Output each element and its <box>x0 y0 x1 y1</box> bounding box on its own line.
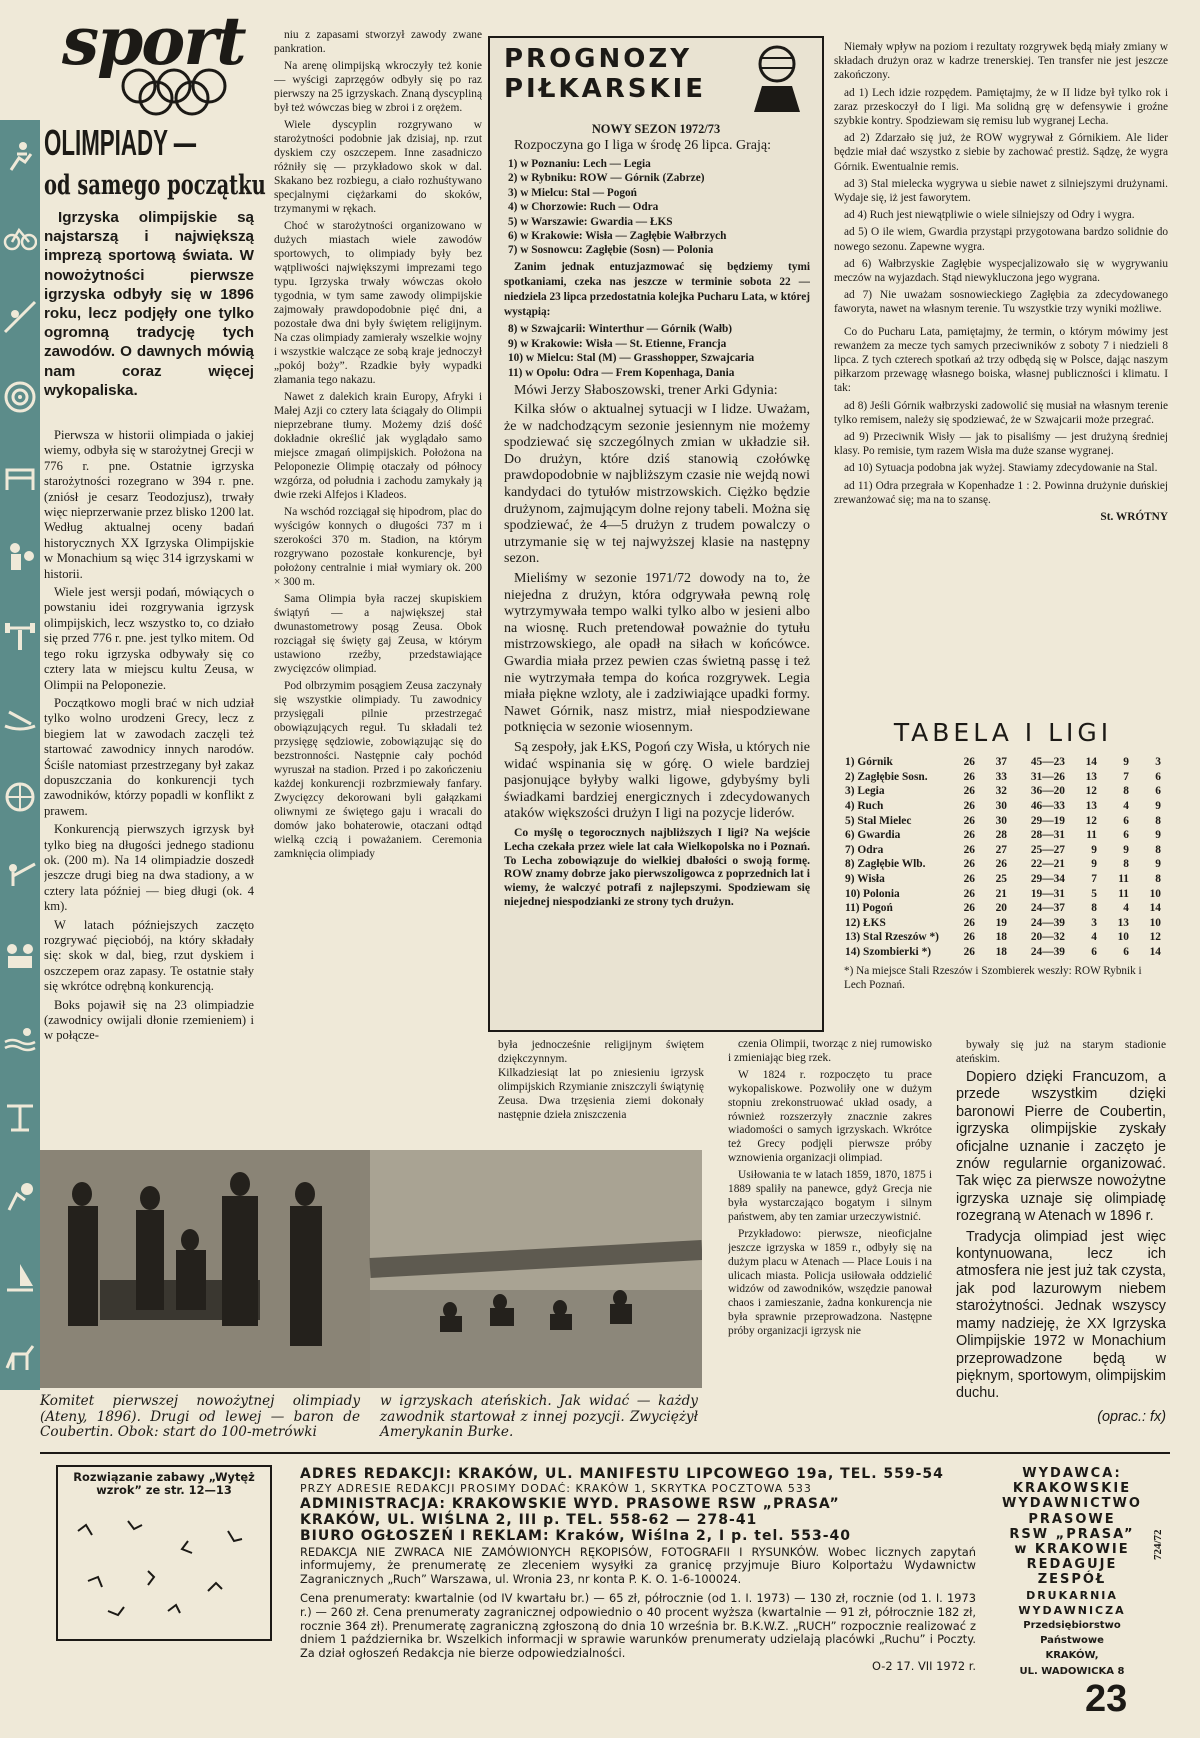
stat-cell: 30 <box>995 800 1007 813</box>
article-column-2 <box>274 28 482 1054</box>
analysis-paragraph: ad 10) Sytuacja podobna jak wyżej. Stawiamy zdecydowanie na Stal. <box>844 462 1158 475</box>
col4-paragraph: Przykładowo: pierwsze, nieoficjalne jeszcze igrzyska w 1859 r., odbyły się na dużym placu w Atenach — Place Louis i na ulicach miasta. Policja usiłowała oddzielić widzów od zawodników, wszędzie panował chaos i zamieszanie, żadna konkurencja nie była sprawnie przeprowadzona. Następne próby organizacji igrzysk nie <box>728 1227 932 1338</box>
puzzle-title: Rozwiązanie zabawy „Wytęż wzrok” ze str. 12—13 <box>73 1470 255 1497</box>
bicycle-icon <box>3 220 37 254</box>
analysis-paragraph: Co do Pucharu Lata, pamiętajmy, że termin, o którym mówimy jest rewanżem za mecze tych samych przeciwników z soboty 7 i niedzieli 8 lipca. Z tych czterech spotkań aż trzy odbędą się w Polsce, dając naszym piłkarzom przewagę własnego boiska, własnej publiczności i klimatu. I tak: <box>834 325 1168 395</box>
stat-cell: 25—27 <box>1030 843 1065 856</box>
stat-cell: 46—33 <box>1030 800 1065 813</box>
table-title: TABELA I LIGI <box>893 718 1113 747</box>
fixture-item: 5) w Warszawie: Gwardia — ŁKS <box>508 215 673 228</box>
stat-cell: 8 <box>1155 873 1161 886</box>
footballer-icon <box>748 44 806 114</box>
col1-paragraph: Pierwsza w historii olimpiada o jakiej wiemy, odbyła się w starożytnej Grecji w 776 r. pne. Ostatnie igrzyska starożytności rozegrano w 394 r. pne. (zniósł je cesarz Teodozjusz), trwały więc nieprzerwanie przez blisko 1200 lat. Według aktualnej oceny badań historycznych XX Igrzyska Olimpijskie w Monachium są więc 314 igrzyskami w historii. <box>44 428 254 581</box>
section-word: sport <box>62 2 245 80</box>
col3-text: była jednocześnie religijnym świętem dziękczynnym. Kilkadziesiąt lat po zniesieniu igrzysk olimpijskich Rzymianie zniszczyli świątynię Zeusa. Dwa trzęsienia ziemi dokonały następnie dzieła zniszczenia <box>498 1039 704 1121</box>
col1-paragraph: Początkowo mogli brać w nich udział tylko wolno urodzeni Grecy, lecz z biegiem lat w zawodach zaczęli też startować zawodnicy innych narodów. Ściśle natomiast przestrzegany był zakaz dopuszczania do konkurencji tych zawodników, którzy popadli w konflikt z prawem. <box>44 695 254 818</box>
stat-cell: 3 <box>1091 916 1097 929</box>
cup-intro: Zanim jednak entuzjazmować się będziemy tymi spotkaniami, czeka nas jeszcze w terminie sobota 22 — niedziela 23 lipca przedostatnia kolejka Pucharu Lata, w której wystąpią: <box>504 260 810 318</box>
boxer-icon <box>3 540 37 574</box>
publisher-block <box>998 1466 1146 1679</box>
stat-cell: 21 <box>995 887 1007 900</box>
team-name-cell: 10) Polonia <box>845 887 900 900</box>
stat-cell: 13 <box>1117 916 1129 929</box>
stat-cell: 22—21 <box>1030 858 1065 871</box>
stat-cell: 24—39 <box>1030 916 1065 929</box>
stat-cell: 6 <box>1155 770 1161 783</box>
analysis-paragraph: ad 5) O ile wiem, Gwardia przystąpi przygotowana bardzo solidnie do nowego sezonu. Zapewne wygra. <box>834 226 1168 253</box>
stat-cell: 9 <box>1091 843 1097 856</box>
address-line: ADRES REDAKCJI: KRAKÓW, UL. MANIFESTU LIPCOWEGO 19a, TEL. 559-54 <box>300 1466 944 1482</box>
fencer-icon <box>3 860 37 894</box>
stat-cell: 5 <box>1091 887 1097 900</box>
editorial-info <box>300 1466 976 1674</box>
stat-cell: 9 <box>1155 858 1161 871</box>
team-name-cell: 3) Legia <box>845 785 885 798</box>
analysis-paragraph: ad 11) Odra przegrała w Kopenhadze 1 : 2. Powinna drużynie duńskiej zrewanżować się; ma na to szansę. <box>834 479 1168 506</box>
cup-fixture-item: 11) w Opolu: Odra — Frem Kopenhaga, Dania <box>508 366 735 379</box>
stat-cell: 33 <box>995 770 1007 783</box>
lead-text: Igrzyska olimpijskie są najstarszą i największą imprezą sportową świata. W nowożytności pierwsze igrzyska odbyły się w 1896 roku, lecz podjęły one tylko ogromną tradycję tych zawodów. O dawnych mówią nam coraz więcej wykopaliska. <box>44 209 254 399</box>
col2-paragraph: Na wschód rozciągał się hipodrom, plac do wyścigów konnych o długości 737 m i szerokości 370 m. Stadion, na którym rozgrywano pozostałe konkurencje, był położony centralnie i miał wymiary ok. 200 × 300 m. <box>274 506 482 588</box>
table-row <box>844 901 1162 916</box>
table-row <box>844 784 1162 799</box>
coach-intro: Mówi Jerzy Słaboszowski, trener Arki Gdynia: <box>514 383 778 399</box>
article-title: OLIMPIADY — <box>44 122 197 163</box>
publisher-line: WYDAWNICTWO <box>1002 1496 1142 1512</box>
stat-cell: 26 <box>963 829 975 842</box>
shot-put-icon <box>3 1180 37 1214</box>
table-row <box>844 828 1162 843</box>
season-heading: NOWY SEZON 1972/73 <box>591 122 721 136</box>
stat-cell: 19—31 <box>1030 887 1065 900</box>
analysis-paragraph: Niemały wpływ na poziom i rezultaty rozgrywek będą miały zmiany w składach drużyn oraz w kadrze trenerskiej. Ten transfer nie jest jeszcze zakończony. <box>834 41 1168 82</box>
table-row <box>844 930 1162 945</box>
analysis-paragraph: ad 4) Ruch jest niewątpliwie o wiele silniejszy od Odry i wygra. <box>844 209 1135 222</box>
publisher-line: UL. WADOWICKA 8 <box>1019 1665 1125 1677</box>
stat-cell: 19 <box>995 916 1007 929</box>
analysis-paragraph: ad 8) Jeśli Górnik wałbrzyski zadowolić się musiał na własnym terenie tylko remisem, należy się spodziewać, że w Szwajcarii może przegrać. <box>834 399 1168 426</box>
runner-icon <box>3 140 37 174</box>
coach-paragraph: Kilka słów o aktualnej sytuacji w I lidze. Uważam, że w nadchodzącym sezonie jesiennym nie możemy spodziewać się szczególnych zmian w układzie sił. Do drużyn, które dziś stanowią czołówkę prawdopodobnie w najbliższym czasie nie wejdą nowi kandydaci do tytułów mistrzowskich. Ciężko będzie drużynom, zajmującym dolne rejony tabeli. Można się spodziewać, że 4—5 drużyn z trudem powalczy o utrzymanie się w tej najwyższej klasie na następny sezon. <box>504 402 810 567</box>
table-row <box>844 857 1162 872</box>
analysis-paragraph: ad 2) Zdarzało się już, że ROW wygrywał z Górnikiem. Ale lider będzie miał dać wszystko z siebie by zachować prestiż. Sądzę, że wygra Górnik. Ewentualnie remis. <box>834 132 1168 173</box>
stat-cell: 8 <box>1123 858 1129 871</box>
fixture-item: 1) w Poznaniu: Lech — Legia <box>508 158 651 170</box>
equestrian-icon <box>3 1340 37 1374</box>
stat-cell: 26 <box>963 902 975 915</box>
stat-cell: 25 <box>995 873 1007 886</box>
photo-illustration <box>40 1150 702 1388</box>
analysis-paragraph: ad 7) Nie uważam sosnowieckiego Zagłębia za zdecydowanego faworyta, nawet na własnym terenie. Tu wszystkie trzy wyniki możliwe. <box>834 289 1168 316</box>
league-fixtures <box>508 157 810 258</box>
stat-cell: 20 <box>995 902 1007 915</box>
stat-cell: 8 <box>1155 843 1161 856</box>
article-subtitle: od samego początku <box>44 170 266 201</box>
analysis-paragraph: ad 1) Lech idzie rozpędem. Pamiętajmy, że w II lidze był tylko rok i zaraz przeskoczył do I ligi. Ma solidną grę w defensywie i groźne szybkie kontry. Spodziewam się remisu lub wygranej Lecha. <box>834 86 1168 128</box>
analysis-paragraph: ad 9) Przeciwnik Wisły — jak to pisaliśmy — jest drużyną średniej klasy. Po remisie, tym razem Wisła ma duże szanse wygranej. <box>834 431 1168 458</box>
col2-paragraph: Nawet z dalekich krain Europy, Afryki i Małej Azji co cztery lata ściągały do Olimpii nieprzebrane tłumy. Możemy dziś dość dokładnie określić jak wyglądało samo miejsce zmagań olimpijskich. Położona na Peloponezie Olimpię otaczały od północy wzgórza, od południa i zachodu zamykały ją dwie rzeki Alfejos i Kladeos. <box>274 391 482 501</box>
publisher-line: DRUKARNIA <box>1026 1588 1118 1602</box>
stat-cell: 14 <box>1149 946 1161 959</box>
stat-cell: 26 <box>963 814 975 827</box>
stat-cell: 6 <box>1123 829 1129 842</box>
rower-icon <box>3 700 37 734</box>
address-line: ADMINISTRACJA: KRAKOWSKIE WYD. PRASOWE RSW „PRASA” <box>300 1495 840 1512</box>
stat-cell: 20—32 <box>1030 931 1065 944</box>
stat-cell: 11 <box>1086 829 1097 842</box>
coach-paragraph: Mieliśmy w sezonie 1971/72 dowody na to, że niejedna z drużyn, która odgrywała pewną rolę wytrzymywała tempo walki tylko albo w jesieni albo na wiosnę. Ruch pretendował poważnie do tytułu mistrzowskiego, ale opadł na siłach w końcówce. Gwardia miała przez pewien czas świetną passę i też nie wytrzymała tempa do końca rozgrywek. Legia miała piękne wzloty, ale i zadziwiające upadki formy. Nawet Górnik, nasz mistrz, miał niespodziewane potknięcia w sezonie wiosennym. <box>504 571 810 736</box>
stat-cell: 13 <box>1085 770 1097 783</box>
section-masthead <box>44 2 244 122</box>
print-code: O-2 17. VII 1972 r. <box>872 1659 976 1674</box>
team-name-cell: 7) Odra <box>845 843 884 856</box>
stat-cell: 26 <box>963 800 975 813</box>
historic-photo <box>40 1150 702 1388</box>
stat-cell: 26 <box>963 770 975 783</box>
table-row <box>844 755 1162 770</box>
prognozy-analysis <box>834 40 1168 708</box>
editorial-notes: REDAKCJA NIE ZWRACA NIE ZAMÓWIONYCH RĘKOPISÓW, FOTOGRAFII I RYSUNKÓW. Wobec licznych zapytań informujemy, że prenumeratę ze zleceniem wysyłki za granicę przyjmuje Biuro Kolportażu Wydawnictw Zagranicznych „Ruch” Warszawa, ul. Wronia 23, nr konta P. K. O. 1-6-100024. <box>300 1544 976 1586</box>
stat-cell: 26 <box>963 931 975 944</box>
table-row <box>844 799 1162 814</box>
analysis-paragraph: ad 6) Wałbrzyskie Zagłębie wyspecjalizowało się w wygrywaniu meczów na wyjazdach. Stąd niewykluczona jego wygrana. <box>834 257 1168 285</box>
hurdles-icon <box>3 460 37 494</box>
stat-cell: 26 <box>995 858 1007 871</box>
table-row <box>844 843 1162 858</box>
stat-cell: 30 <box>995 814 1007 827</box>
stat-cell: 12 <box>1085 785 1097 798</box>
coach-paragraph: Są zespoły, jak ŁKS, Pogoń czy Wisła, u których nie widać wspinania się w górę. O wiele bardziej pasjonujące byłyby walki ligowe, gdybyśmy byli świadkami bardziej energicznych i zdecydowanych ataków większości drużyn I ligi na pozycje liderów. <box>504 739 810 822</box>
weightlifter-icon <box>3 620 37 654</box>
team-name-cell: 6) Gwardia <box>845 829 901 842</box>
team-name-cell: 8) Zagłębie Wlb. <box>845 858 926 871</box>
stat-cell: 36—20 <box>1030 785 1065 798</box>
stat-cell: 26 <box>963 873 975 886</box>
address-line: PRZY ADRESIE REDAKCJI PROSIMY DODAĆ: KRAKÓW 1, SKRYTKA POCZTOWA 533 <box>300 1482 812 1495</box>
stat-cell: 9 <box>1123 756 1129 769</box>
stat-cell: 8 <box>1123 785 1129 798</box>
table-row <box>844 886 1162 901</box>
publisher-line: WYDAWCA: <box>1022 1466 1122 1481</box>
stat-cell: 26 <box>963 858 975 871</box>
puzzle-solution-box <box>56 1465 272 1641</box>
col1-paragraph: Wiele jest wersji podań, mówiących o powstaniu idei rozgrywania igrzysk olimpijskich, lecz wszystko to, co działo się przed 776 r. pne. jest tylko mitem. Od tego roku igrzyska odbywały się co cztery lata w miejscu kultu Zeusa, w Olimpii na Peloponezie. <box>44 585 254 692</box>
fixture-item: 7) w Sosnowcu: Zagłębie (Sosn) — Polonia <box>508 244 714 257</box>
puzzle-figures-icon <box>58 1501 266 1631</box>
stat-cell: 6 <box>1123 946 1129 959</box>
prognozy-intro: Rozpoczyna go I liga w środę 26 lipca. Grają: <box>514 138 771 153</box>
stat-cell: 29—34 <box>1030 873 1065 886</box>
publisher-line: KRAKOWSKIE <box>1012 1481 1132 1497</box>
stat-cell: 14 <box>1085 756 1097 769</box>
team-name-cell: 13) Stal Rzeszów *) <box>845 931 939 944</box>
subscription-prices: Cena prenumeraty: kwartalnie (od IV kwartału br.) — 65 zł, półrocznie (od 1. I. 1973) — 130 zł, rocznie (od 1. I. 1973 r.) — 260 zł. Cena prenumeraty zagranicznej odpowiednio o 40 procent wyższa (kwartalnie — 91 zł, półrocznie 182 zł, rocznie 364 zł). Prenumeratę zagraniczną zgłoszoną do dnia 10 września br. B.K.W.Z. „RUCH” rozpocznie realizować z dniem 1 października br. Wszelkich informacji w sprawie warunków prenumeraty udzielają placówki „Ruchu” i Poczty. Za dział ogłoszeń Redakcja nie bierze odpowiedzialności. <box>300 1591 976 1660</box>
footer-divider <box>40 1452 1170 1454</box>
stat-cell: 26 <box>963 756 975 769</box>
stat-cell: 9 <box>1091 858 1097 871</box>
fixture-item: 3) w Mielcu: Stal — Pogoń <box>508 186 637 199</box>
table-note: *) Na miejsce Stali Rzeszów i Szombierek weszły: ROW Rybnik i Lech Poznań. <box>844 965 1142 991</box>
publisher-line: w KRAKOWIE <box>1014 1542 1130 1558</box>
article-column-1 <box>44 428 254 1053</box>
stat-cell: 11 <box>1118 873 1129 886</box>
stat-cell: 45—23 <box>1030 756 1065 769</box>
cup-fixture-item: 10) w Mielcu: Stal (M) — Grasshopper, Szwajcaria <box>508 352 755 365</box>
prognozy-heading <box>504 44 706 104</box>
stat-cell: 4 <box>1091 931 1097 944</box>
table-row <box>844 916 1162 931</box>
sport-icons-sidebar <box>0 120 40 1390</box>
team-name-cell: 1) Górnik <box>845 756 893 769</box>
coach-paragraph: Co myślę o tegorocznych najbliższych I ligi? Na wejście Lecha czekała przez wiele lat cała Wielkopolska no i Poznań. To Lecha zobowiązuje do wielkiej dbałości o swoją formę. ROW znamy dobrze jako pierwszoligowca z poprzednich lat i wiemy, że walczyć potrafi z najlepszymi. Spodziewam się niejednej niespodzianki ze strony tych drużyn. <box>504 825 810 908</box>
stat-cell: 13 <box>1085 800 1097 813</box>
publisher-line: RSW „PRASA” <box>1009 1526 1135 1542</box>
col4-paragraph: W 1824 r. rozpoczęto tu prace wykopaliskowe. Pozwoliły one w dużym stopniu zrekonstruować układ osady, a również rozszerzyły znacznie zakres wiadomości o samych igrzyskach. Wkrótce też Grecy podjęli pierwsze próby wznowienia organizacji olimpiad. <box>728 1068 932 1165</box>
col1-paragraph: W latach późniejszych zaczęto rozgrywać pięciobój, na który składały się: skok w dal, bieg, rzut dyskiem i oszczepem oraz zapasy. Te ostatnie stały się wkrótce odrębną konkurencją. <box>44 917 254 994</box>
olympic-rings-icon <box>114 66 264 116</box>
article-lead <box>44 208 254 400</box>
stat-cell: 31—26 <box>1030 770 1065 783</box>
fixture-item: 4) w Chorzowie: Ruch — Odra <box>508 201 659 214</box>
stat-cell: 18 <box>995 946 1007 959</box>
stat-cell: 26 <box>963 843 975 856</box>
stat-cell: 4 <box>1123 902 1129 915</box>
publisher-line: ZESPÓŁ <box>1037 1572 1107 1588</box>
stat-cell: 28 <box>995 829 1007 842</box>
stat-cell: 12 <box>1149 931 1161 944</box>
stat-cell: 6 <box>1155 785 1161 798</box>
col2-paragraph: Wiele dyscyplin rozgrywano w starożytności podobnie jak dzisiaj, np. rzut dyskiem czy oszczepem. Inne zasadniczo różniły się — przykładowo skok w dal. Skakano bez rozbiegu, a ciało rozhuśtywano specjalnymi ciężarkami do skoków, trzymanymi w rękach. <box>274 119 482 215</box>
analysis-paragraph: ad 3) Stal mielecka wygrywa u siebie nawet z silniejszymi drużynami. Wydaje się, iż jest faworytem. <box>834 177 1168 205</box>
table-row <box>844 945 1162 960</box>
photo-caption-left: Komitet pierwszej nowożytnej olimpiady (Ateny, 1896). Drugi od lewej — baron de Coubertin. Obok: start do 100-metrówki <box>40 1393 360 1441</box>
stat-cell: 3 <box>1155 756 1161 769</box>
author-signature: St. WRÓTNY <box>1100 511 1168 524</box>
page-number: 23 <box>1085 1678 1128 1720</box>
col4-paragraph: Usiłowania te w latach 1859, 1870, 1875 i 1889 spaliły na panewce, gdyż Grecja nie była wystarczająco bogatym i silnym państwem, aby ten zamiar urzeczywistnić. <box>728 1169 932 1223</box>
stat-cell: 4 <box>1123 800 1129 813</box>
stat-cell: 12 <box>1085 814 1097 827</box>
fixture-item: 6) w Krakowie: Wisła — Zagłębie Wałbrzych <box>508 230 727 243</box>
prognozy-title-line2: PIŁKARSKIE <box>504 74 707 104</box>
stat-cell: 24—39 <box>1030 946 1065 959</box>
stat-cell: 26 <box>963 946 975 959</box>
stat-cell: 11 <box>1118 887 1129 900</box>
article-column-5 <box>956 1038 1166 1428</box>
photo-caption-right: w igrzyskach ateńskich. Jak widać — każdy zawodnik startował z innej pozycji. Zwyciężył Amerykanin Burke. <box>380 1393 698 1441</box>
address-line: BIURO OGŁOSZEŃ I REKLAM: Kraków, Wiślna 2, I p. tel. 553-40 <box>300 1527 851 1544</box>
team-name-cell: 12) ŁKS <box>845 916 886 929</box>
cup-fixture-item: 9) w Krakowie: Wisła — St. Etienne, Francja <box>508 337 727 350</box>
gymnast-icon <box>3 1100 37 1134</box>
stat-cell: 32 <box>995 785 1007 798</box>
article-column-3 <box>498 1038 704 1138</box>
target-icon <box>3 380 37 414</box>
stat-cell: 37 <box>995 756 1007 769</box>
stat-cell: 6 <box>1123 814 1129 827</box>
stat-cell: 10 <box>1149 887 1161 900</box>
swimmer-icon <box>3 1020 37 1054</box>
col2-paragraph: Na arenę olimpijską wkroczyły też konie — wyścigi zaprzęgów odbyły się po raz pierwszy na 25 igrzyskach. Znaną dyscypliną był też wówczas bieg w zbroi i z orężem. <box>274 60 482 114</box>
league-table <box>844 718 1162 992</box>
stat-cell: 26 <box>963 887 975 900</box>
publisher-line: REDAGUJE <box>1026 1557 1118 1573</box>
stat-cell: 26 <box>963 785 975 798</box>
prognozy-text <box>504 138 810 998</box>
stat-cell: 7 <box>1123 770 1129 783</box>
stat-cell: 27 <box>995 843 1007 856</box>
team-name-cell: 4) Ruch <box>845 800 884 813</box>
publisher-line: WYDAWNICZA <box>1018 1603 1126 1617</box>
team-name-cell: 14) Szombierki *) <box>845 946 932 959</box>
col1-paragraph: Konkurencją pierwszych igrzysk był tylko bieg na długości jednego stadionu ok. (200 m). Na 14 olimpiadzie doszedł jeszcze drugi bieg na dwa stadiony, a w cztery lata później — bieg długi (ok. 4 km). <box>44 822 254 914</box>
stat-cell: 10 <box>1117 931 1129 944</box>
stat-cell: 9 <box>1123 843 1129 856</box>
prognozy-title-line1: PROGNOZY <box>504 44 693 74</box>
article-signature: (oprac.: fx) <box>1097 1408 1166 1425</box>
col2-paragraph: niu z zapasami stworzył zawody zwane pankration. <box>274 29 482 55</box>
sailing-icon <box>3 1260 37 1294</box>
stat-cell: 10 <box>1149 916 1161 929</box>
stat-cell: 24—37 <box>1030 902 1065 915</box>
cup-fixture-item: 8) w Szwajcarii: Winterthur — Górnik (Wałb) <box>508 323 733 336</box>
team-name-cell: 9) Wisła <box>845 873 885 886</box>
stat-cell: 9 <box>1155 800 1161 813</box>
stat-cell: 26 <box>963 916 975 929</box>
stat-cell: 6 <box>1091 946 1097 959</box>
col5-paragraph: Tradycja olimpiad jest więc kontynuowana, lecz ich atmosfera nie jest już tak czysta, jak pod lazurowym niebem starożytności. Jednak wszyscy mamy nadzieję, że XX Igrzyska Olimpijskie 1972 w Monachium przeprowadzone będą w pięknym, sportowym, olimpijskim duchu. <box>956 1228 1166 1402</box>
stat-cell: 14 <box>1149 902 1161 915</box>
address-line: KRAKÓW, UL. WIŚLNA 2, III p. TEL. 558-62 — 278-41 <box>300 1511 758 1528</box>
publisher-line: Przedsiębiorstwo Państwowe <box>1023 1620 1121 1647</box>
standings-table <box>844 755 1162 959</box>
col4-paragraph: czenia Olimpii, tworząc z niej rumowisko i zmieniając bieg rzek. <box>728 1038 932 1064</box>
stat-cell: 7 <box>1091 873 1097 886</box>
stat-cell: 28—31 <box>1030 829 1065 842</box>
publisher-line: KRAKÓW, <box>1045 1650 1099 1662</box>
fixture-item: 2) w Rybniku: ROW — Górnik (Zabrze) <box>508 172 705 185</box>
basketball-icon <box>3 780 37 814</box>
col2-paragraph: Sama Olimpia była raczej skupiskiem świątyń — a największej stał dwunastometrowy posąg Zeusa. Obok rozciągał się święty gaj Zeusa, w którym ustawiono rzeźby, przedstawiające zwycięzców olimpiad. <box>274 593 482 675</box>
team-name-cell: 11) Pogoń <box>845 902 893 915</box>
col1-paragraph: Boks pojawił się na 23 olimpiadzie (zawodnicy owijali dłonie rzemieniem) i w połącze- <box>44 997 254 1043</box>
stat-cell: 29—19 <box>1030 814 1065 827</box>
wrestler-icon <box>3 940 37 974</box>
col5-paragraph: Dopiero dzięki Francuzom, a przede wszystkim dzięki baronowi Pierre de Coubertin, igrzyska olimpijskie zyskały oficjalne uznanie i zaczęto je znów regularnie organizować. Tak więc za pierwsze nowożytne igrzyska uznaje się olimpiadę rozegraną w Atenach w 1896 r. <box>956 1069 1166 1225</box>
table-row <box>844 813 1162 828</box>
col2-paragraph: Choć w starożytności organizowano w dużych miastach wiele zawodów sportowych, to olimpiady były bez wątpliwości największymi imprezami tego typu. Igrzyska trwały wówczas około tygodnia, w tym same zawody olimpijskie zajmowały prawdopodobnie pięć dni, a pozostałe dwa dni były świętem religijnym. Na czas olimpiady zamierały wszelkie wojny i wszystkie walczące ze sobą kraje jednoczył „pokój boży”. Rzadkie były wypadki złamania tego nakazu. <box>274 220 482 386</box>
stat-cell: 8 <box>1091 902 1097 915</box>
article-column-4 <box>728 1038 932 1438</box>
team-name-cell: 5) Stal Mielec <box>845 814 912 827</box>
team-name-cell: 2) Zagłębie Sosn. <box>845 770 928 783</box>
stat-cell: 18 <box>995 931 1007 944</box>
col5-paragraph: bywały się już na starym stadionie ateńskim. <box>956 1039 1166 1065</box>
stat-cell: 8 <box>1155 814 1161 827</box>
cup-fixtures <box>508 322 810 380</box>
col2-paragraph: Pod olbrzymim posągiem Zeusa zaczynały się wszystkie olimpiady. Tu zawodnicy przysięgali pilnie przestrzegać obowiązujących reguł. Tu składali też przysięgę sędziowie, zobowiązując się do bezstronności. Następnie cały pochód wyruszał na stadion. Przed i po zakończeniu każdej konkurencji rozbrzmiewały fanfary. Zwycięzcy dekorowani byli gałązkami oliwnymi ze świętego gaju i wracali do domów jako bohaterowie, otaczani odtąd wielką czcią i poważaniem. Ceremonia zamknięcia olimpiady <box>274 680 482 860</box>
table-row <box>844 872 1162 887</box>
stat-cell: 9 <box>1155 829 1161 842</box>
publisher-line: PRASOWE <box>1028 1511 1116 1527</box>
table-row <box>844 770 1162 785</box>
prognozy-box <box>488 36 824 1032</box>
side-code: 724/72 <box>1152 1529 1164 1560</box>
javelin-icon <box>3 300 37 334</box>
